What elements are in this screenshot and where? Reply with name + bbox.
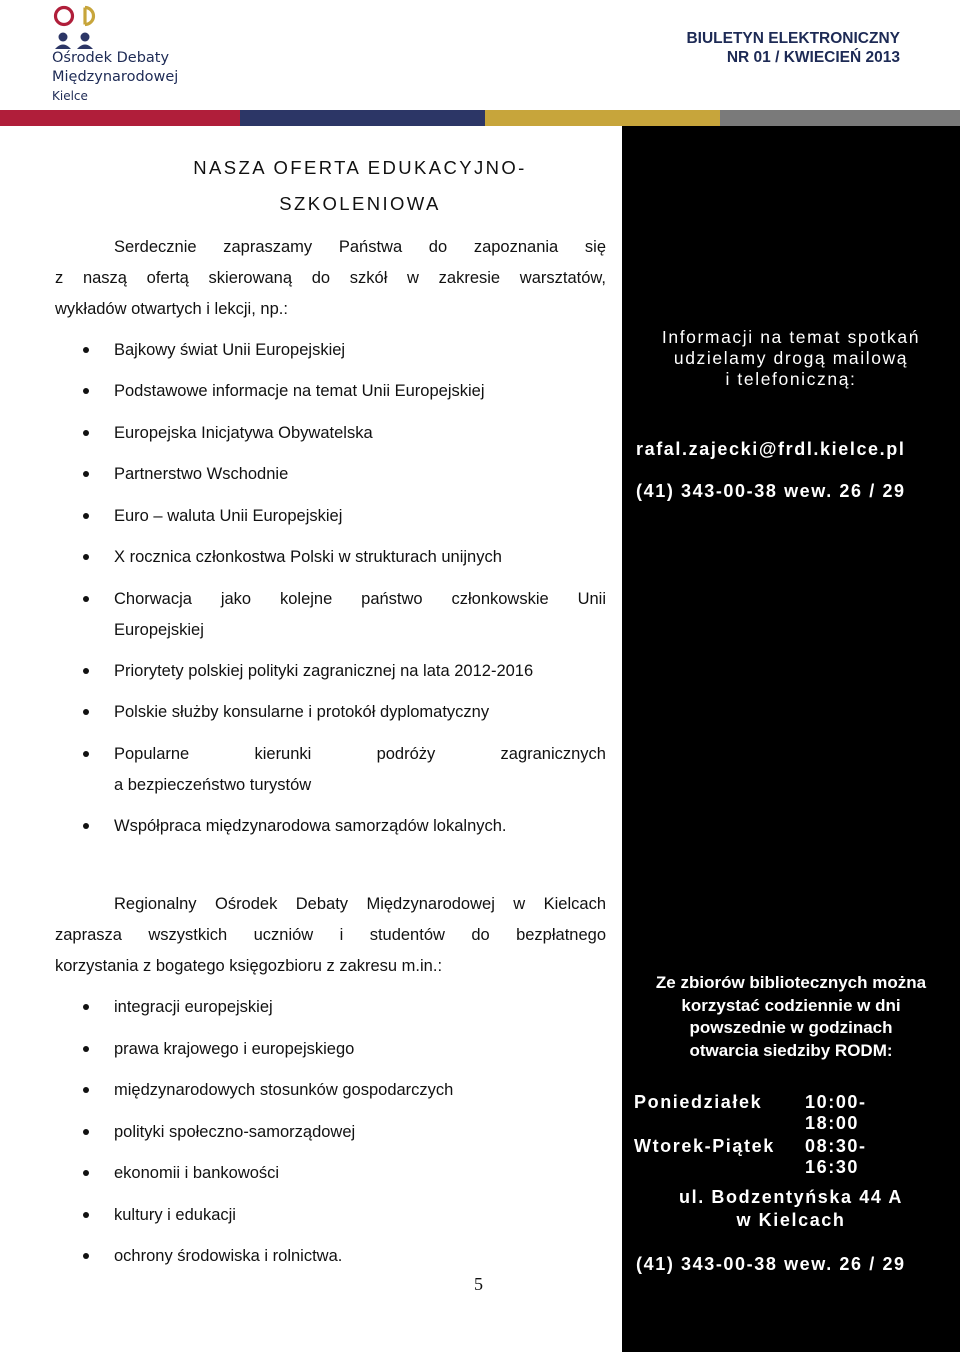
list-item: Euro – waluta Unii Europejskiej xyxy=(114,501,606,532)
bullet-icon xyxy=(83,430,89,436)
bullet-icon xyxy=(83,1087,89,1093)
offer-intro-line1: Serdecznie zapraszamy Państwa do zapoznania się xyxy=(114,238,606,256)
offer-intro xyxy=(55,232,606,325)
offer-intro-line2: z naszą ofertą skierowaną do szkół w zakresie warsztatów, xyxy=(55,269,606,287)
address xyxy=(622,1186,960,1232)
bullet-icon xyxy=(83,823,89,829)
contact-heading-line1: Informacji na temat spotkań xyxy=(661,327,921,347)
bullet-icon xyxy=(83,709,89,715)
color-bar-navy xyxy=(240,110,485,126)
hours-time: 10:00-18:00 xyxy=(805,1092,867,1133)
color-bar-gray xyxy=(720,110,960,126)
bullet-icon xyxy=(83,1004,89,1010)
page-number: 5 xyxy=(474,1274,483,1294)
bullet-icon xyxy=(83,596,89,602)
list-item: Popularne kierunki podróży zagranicznych a bezpieczeństwo turystów xyxy=(114,739,606,801)
contact-heading xyxy=(622,327,960,390)
contact-phone: (41) 343-00-38 wew. 26 / 29 xyxy=(636,481,906,501)
bullet-icon xyxy=(83,1129,89,1135)
library-note-line3: powszednie w godzinach xyxy=(689,1018,893,1037)
bullet-icon xyxy=(83,1212,89,1218)
offer-title-line1: NASZA OFERTA EDUKACYJNO- xyxy=(193,157,527,178)
bullet-icon xyxy=(83,554,89,560)
list-item: Europejska Inicjatywa Obywatelska xyxy=(114,418,606,449)
library-note-line4: otwarcia siedziby RODM: xyxy=(689,1040,893,1060)
library-intro-line1: Regionalny Ośrodek Debaty Międzynarodowej w Kielcach xyxy=(114,895,606,913)
color-bar-gold xyxy=(485,110,720,126)
list-item: ochrony środowiska i rolnictwa. xyxy=(114,1241,606,1272)
library-note-line1: Ze zbiorów bibliotecznych można xyxy=(655,973,927,992)
logo-text-line2: Międzynarodowej xyxy=(52,69,179,85)
library-intro-line2: zaprasza wszystkich uczniów i studentów do bezpłatnego xyxy=(55,926,606,944)
hours-day: Poniedziałek xyxy=(634,1092,763,1112)
bullet-icon xyxy=(83,347,89,353)
list-item: Polskie służby konsularne i protokół dyplomatyczny xyxy=(114,697,606,728)
bullet-icon xyxy=(83,751,89,757)
bullet-icon xyxy=(83,1046,89,1052)
list-item: Chorwacja jako kolejne państwo członkowskie Unii Europejskiej xyxy=(114,584,606,646)
list-item: Priorytety polskiej polityki zagranicznej na lata 2012-2016 xyxy=(114,656,606,687)
list-item: Podstawowe informacje na temat Unii Europejskiej xyxy=(114,376,606,407)
contact-phone-bottom: (41) 343-00-38 wew. 26 / 29 xyxy=(636,1254,906,1274)
logo-text-line3: Kielce xyxy=(52,89,88,103)
bullet-icon xyxy=(83,1170,89,1176)
bullet-icon xyxy=(83,668,89,674)
list-item: ekonomii i bankowości xyxy=(114,1158,606,1189)
address-line1: ul. Bodzentyńska 44 A xyxy=(679,1187,903,1207)
contact-email-link[interactable]: rafal.zajecki@frdl.kielce.pl xyxy=(636,439,906,459)
list-item: Współpraca międzynarodowa samorządów lokalnych. xyxy=(114,811,606,842)
contact-heading-line2: udzielamy drogą mailową xyxy=(673,348,909,368)
odm-logo-mark-icon xyxy=(52,4,112,50)
header-color-bar xyxy=(0,110,960,126)
library-hours-note xyxy=(622,972,960,1062)
bullet-icon xyxy=(83,1253,89,1259)
address-line2: w Kielcach xyxy=(736,1210,846,1230)
library-intro xyxy=(55,889,606,982)
offer-intro-line3: wykładów otwartych i lekcji, np.: xyxy=(55,300,288,318)
bulletin-title xyxy=(640,29,900,67)
bullet-icon xyxy=(83,513,89,519)
odm-logo xyxy=(52,4,202,104)
list-item: polityki społeczno-samorządowej xyxy=(114,1117,606,1148)
library-note-line2: korzystać codziennie w dni xyxy=(681,995,901,1015)
hours-time: 08:30-16:30 xyxy=(805,1136,867,1177)
bulletin-issue-line: NR 01 / KWIECIEŃ 2013 xyxy=(726,49,900,66)
list-item: kultury i edukacji xyxy=(114,1200,606,1231)
bullet-icon xyxy=(83,388,89,394)
contact-heading-line3: i telefoniczną: xyxy=(725,369,857,389)
list-item: Partnerstwo Wschodnie xyxy=(114,459,606,490)
offer-title-line2: SZKOLENIOWA xyxy=(279,193,441,214)
info-sidebar xyxy=(622,126,960,1352)
bulletin-title-line1: BIULETYN ELEKTRONICZNY xyxy=(686,30,900,47)
list-item: międzynarodowych stosunków gospodarczych xyxy=(114,1075,606,1106)
library-intro-line3: korzystania z bogatego księgozbioru z zakresu m.in.: xyxy=(55,957,443,975)
hours-day: Wtorek-Piątek xyxy=(634,1136,775,1156)
list-item: integracji europejskiej xyxy=(114,992,606,1023)
list-item: X rocznica członkostwa Polski w strukturach unijnych xyxy=(114,542,606,573)
hours-row xyxy=(634,1136,867,1177)
logo-text-line1: Ośrodek Debaty xyxy=(52,50,170,66)
offer-title xyxy=(150,150,570,222)
hours-row xyxy=(634,1092,867,1133)
bullet-icon xyxy=(83,471,89,477)
color-bar-red xyxy=(0,110,240,126)
list-item: prawa krajowego i europejskiego xyxy=(114,1034,606,1065)
list-item: Bajkowy świat Unii Europejskiej xyxy=(114,335,606,366)
